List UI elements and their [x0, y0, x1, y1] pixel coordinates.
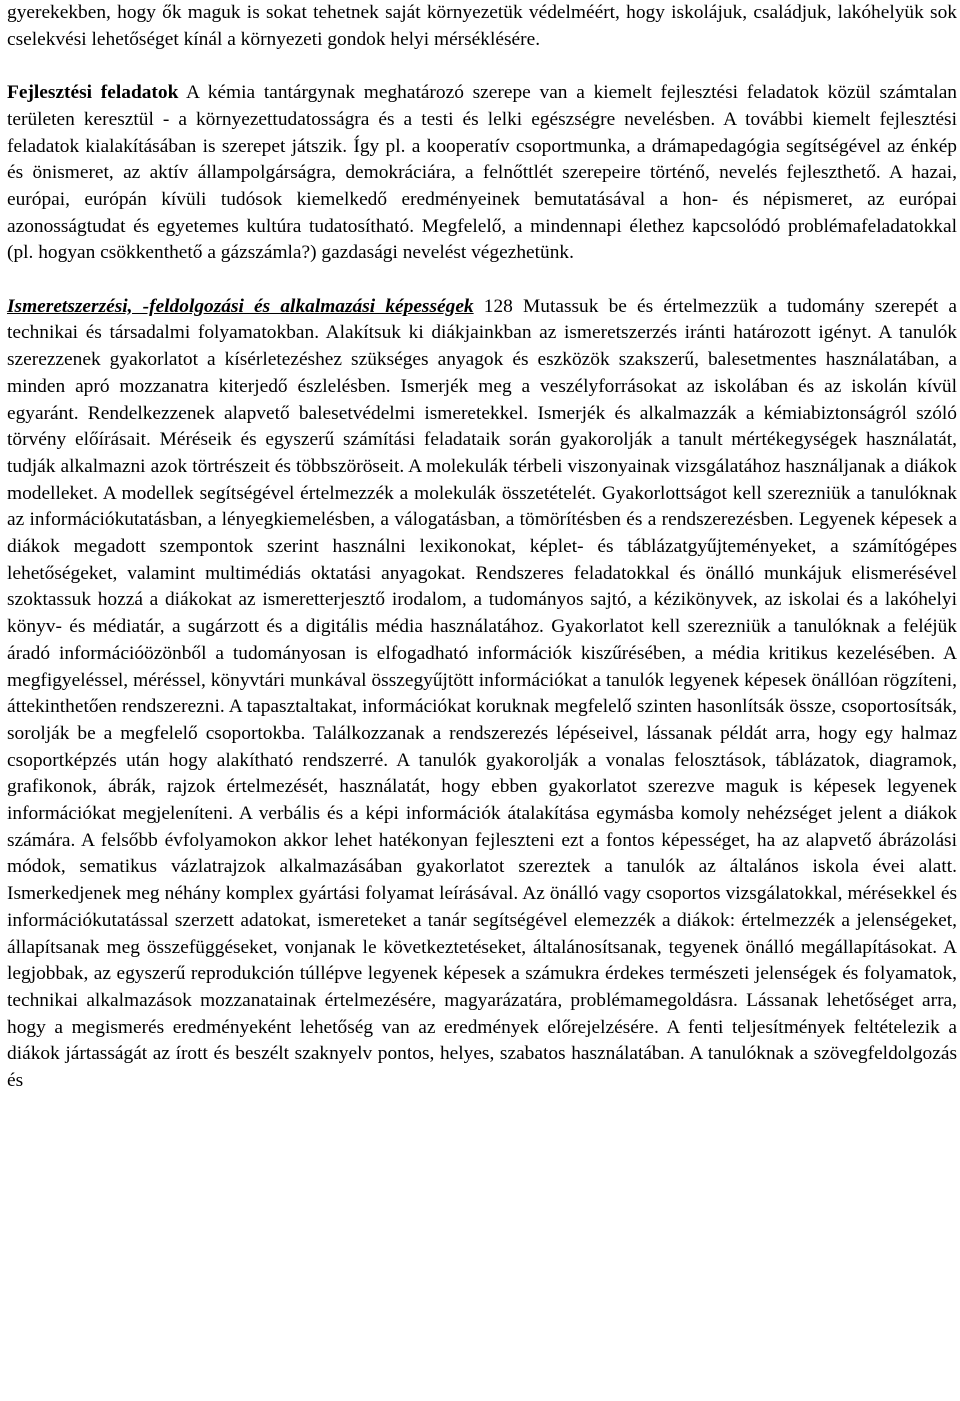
- paragraph-development-tasks: [7, 80, 957, 267]
- paragraph-development-tasks-text: A kémia tantárgynak meghatározó szerepe van a kiemelt fejlesztési feladatok közül számtalan területen keresztül - a környezettudatosságra és a testi és lelki egészségre nevelésben. A további kiemelt fejlesztési feladatok kialakításában is szerepet játszik. Így pl. a kooperatív csoportmunka, a drámapedagógia segítségével az énkép és önismeret, az aktív állampolgárságra, demokráciára, a felnőttlét szerepeire történő, nevelés fejleszthető. A hazai, európai, európán kívüli tudósok kiemelkedő eredményeinek bemutatásával a hon- és népismeret, az európai azonosságtudat és egyetemes kultúra tudatosítható. Megfelelő, a mindennapi élethez kapcsolódó problémafeladatokkal (pl. hogyan csökkenthető a gázszámla?) gazdasági nevelést végezhetünk.: [7, 82, 957, 264]
- paragraph-spacer: [7, 53, 957, 80]
- document-page: [7, 0, 957, 1095]
- section-heading-development-tasks: Fejlesztési feladatok: [7, 82, 179, 104]
- paragraph-intro: [7, 0, 957, 53]
- paragraph-knowledge-skills-text: 128 Mutassuk be és értelmezzük a tudomány szerepét a technikai és társadalmi folyamatokban. Alakítsuk ki diákjainkban az ismeretszerzés iránti határozott igényt. A tanulók szerezzenek gyakorlatot a kísérletezéshez szükséges anyagok és eszközök szakszerű, balesetmentes használatában, a minden apró mozzanatra kiterjedő észlelésben. Ismerjék meg a veszélyforrásokat az iskolában és az iskolán kívül egyaránt. Rendelkezzenek alapvető balesetvédelmi ismeretekkel. Ismerjék és alkalmazzák a kémiabiztonságról szóló törvény előírásait. Méréseik és egyszerű számítási feladataik során gyakorolják a tanult mértékegységek használatát, tudják alkalmazni azok törtrészeit és többszöröseit. A molekulák térbeli viszonyainak vizsgálatához használjanak a diákok modelleket. A modellek segítségével értelmezzék a molekulák összetételét. Gyakorlottságot kell szerezniük a tanulóknak az információkutatásban, a lényegkiemelésben, a válogatásban, a tömörítésben és a rendszerezésben. Legyenek képesek a diákok megadott szempontok szerint használni lexikonokat, képlet- és táblázatgyűjteményeket, a számítógépes lehetőségeket, valamint multimédiás oktatási anyagokat. Rendszeres feladatokkal és önálló munkájuk elismerésével szoktassuk hozzá a diákokat az ismeretterjesztő irodalom, a tudományos sajtó, a kézikönyvek, az iskolai és a lakóhelyi könyv- és médiatár, a sugárzott és a digitális média használatához. Gyakorlatot kell szerezniük a tanulóknak a feléjük áradó információözönből a tudományosan is elfogadható információk kiszűrésében, a média kritikus kezelésében. A megfigyeléssel, méréssel, könyvtári munkával összegyűjtött információkat a tanulók legyenek képesek önállóan rögzíteni, áttekinthetően rendszerezni. A tapasztaltakat, információkat koruknak megfelelő szinten hasonlítsák össze, csoportosítsák, sorolják be a megfelelő csoportokba. Találkozzanak a rendszerezés lépéseivel, lássanak példát arra, hogy egy halmaz csoportképzés után hogy alakítható rendszerré. A tanulók gyakorolják a vonalas felosztások, táblázatok, diagramok, grafikonok, ábrák, rajzok értelmezését, használatát, hogy ebben gyakorlatot szerezve maguk is képesek legyenek információkat megjeleníteni. A verbális és a képi információk átalakítása egymásba komoly nehézséget jelent a diákok számára. A felsőbb évfolyamokon akkor lehet hatékonyan fejleszteni ezt a fontos képességet, ha az alapvető ábrázolási módok, sematikus vázlatrajzok alkalmazásában gyakorlatot szereztek a tanulók az általános iskola évei alatt. Ismerkedjenek meg néhány komplex gyártási folyamat leírásával. Az önálló vagy csoportos vizsgálatokkal, mérésekkel és információkutatással szerzett adatokat, ismereteket a tanár segítségével elemezzék a diákok: értelmezzék a jelenségeket, állapítsanak meg összefüggéseket, vonjanak le következtetéseket, általánosítsanak, tegyenek önálló megállapításokat. A legjobbak, az egyszerű reprodukción túllépve legyenek képesek a számukra érdekes természeti jelenségek és folyamatok, technikai alkalmazások mozzanatainak értelmezésére, magyarázatára, problémamegoldásra. Lássanak lehetőséget arra, hogy a megismerés eredményeként lehetőség van az eredmények előrejelzésére. A fenti teljesítmények feltételezik a diákok jártasságát az írott és beszélt szaknyelv pontos, helyes, szabatos használatában. A tanulóknak a szövegfeldolgozás és: [7, 295, 957, 1092]
- paragraph-knowledge-skills: [7, 294, 957, 1095]
- paragraph-spacer: [7, 267, 957, 294]
- paragraph-intro-text: gyerekekben, hogy ők maguk is sokat tehetnek saját környezetük védelméért, hogy iskolájuk, családjuk, lakóhelyük sok cselekvési lehetőséget kínál a környezeti gondok helyi mérséklésére.: [7, 2, 957, 50]
- section-heading-knowledge-skills: Ismeretszerzési, -feldolgozási és alkalmazási képességek: [7, 295, 474, 317]
